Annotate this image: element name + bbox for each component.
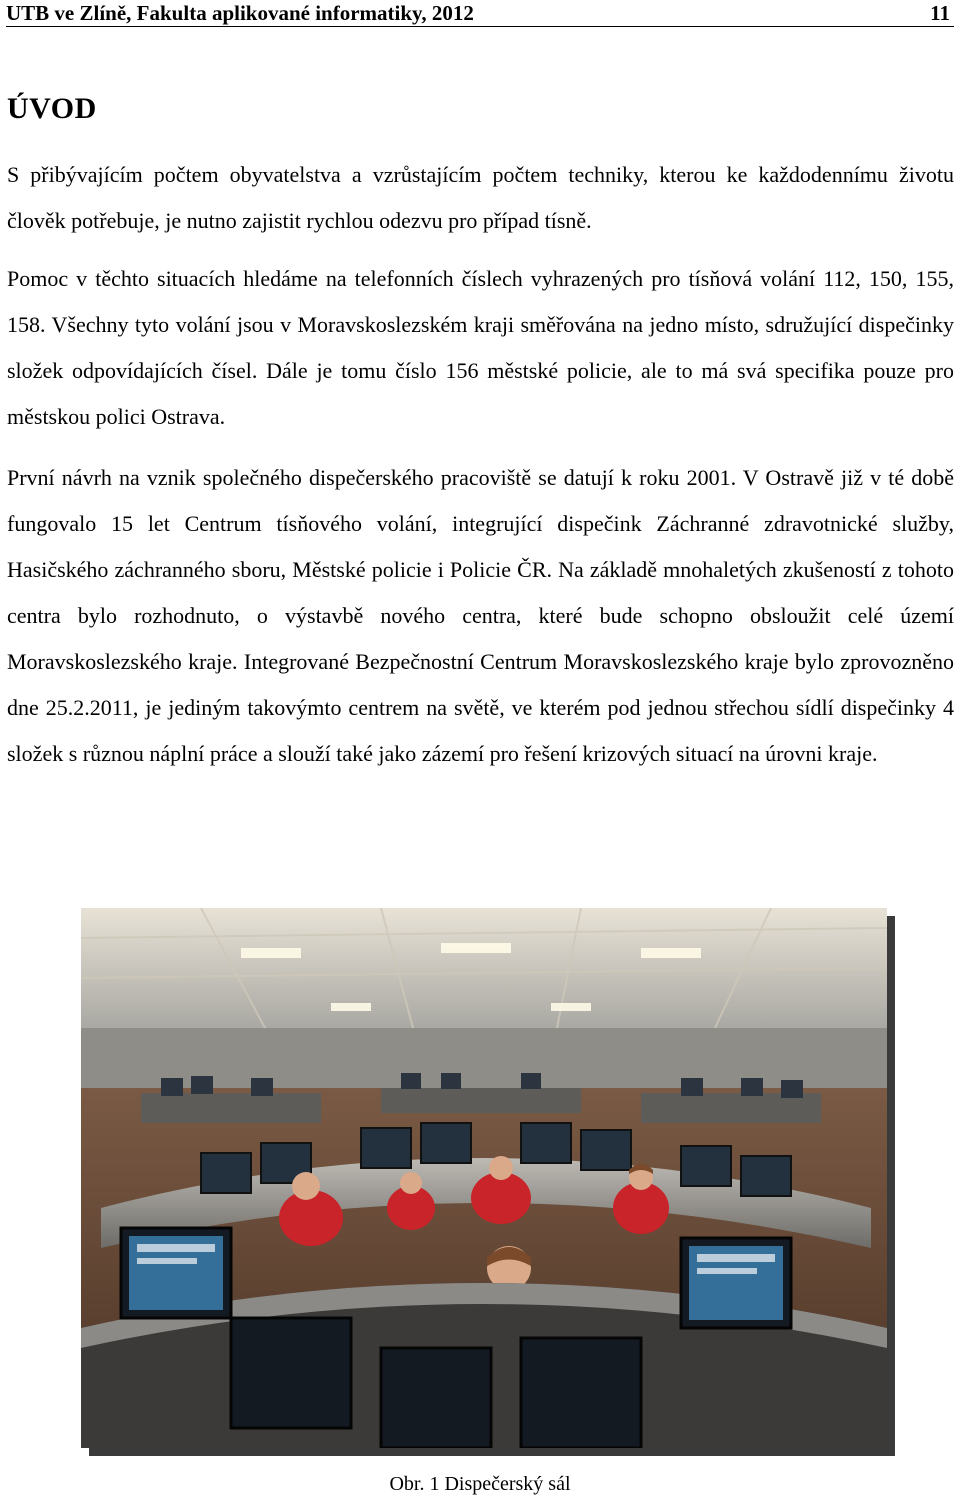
header-title: UTB ve Zlíně, Fakulta aplikované informatiky, 2012 [6, 0, 474, 25]
page-header [6, 0, 954, 27]
dispatch-hall-photo [81, 908, 887, 1448]
section-heading: ÚVOD [7, 92, 97, 125]
figure [81, 908, 887, 1448]
paragraph: Pomoc v těchto situacích hledáme na telefonních číslech vyhrazených pro tísňová volání 112, 150, 155, 158. Všechny tyto volání jsou v Moravskoslezském kraji směřována na jedno místo, sdružující dispečinky složek odpovídajících čísel. Dále je tomu číslo 156 městské policie, ale to má svá specifika pouze pro městskou polici Ostrava. [7, 266, 954, 429]
figure-caption: Obr. 1 Dispečerský sál [389, 1473, 571, 1495]
paragraph: První návrh na vznik společného dispečerského pracoviště se datují k roku 2001. V Ostravě již v té době fungovalo 15 let Centrum tísňového volání, integrující dispečink Záchranné zdravotnické služby, Hasičského záchranného sboru, Městské policie i Policie ČR. Na základě mnohaletých zkušeností z tohoto centra bylo rozhodnuto, o výstavbě nového centra, které bude schopno obsloužit celé území Moravskoslezského kraje. Integrované Bezpečnostní Centrum Moravskoslezského kraje bylo zprovozněno dne 25.2.2011, je jediným takovýmto centrem na světě, ve kterém pod jednou střechou sídlí dispečinky 4 složek s různou náplní práce a slouží také jako zázemí pro řešení krizových situací na úrovni kraje. [7, 465, 954, 766]
paragraph: S přibývajícím počtem obyvatelstva a vzrůstajícím počtem techniky, kterou ke každodennímu životu člověk potřebuje, je nutno zajistit rychlou odezvu pro případ tísně. [7, 162, 954, 233]
dispatch-hall-illustration [81, 908, 887, 1448]
page-number: 11 [930, 0, 950, 25]
